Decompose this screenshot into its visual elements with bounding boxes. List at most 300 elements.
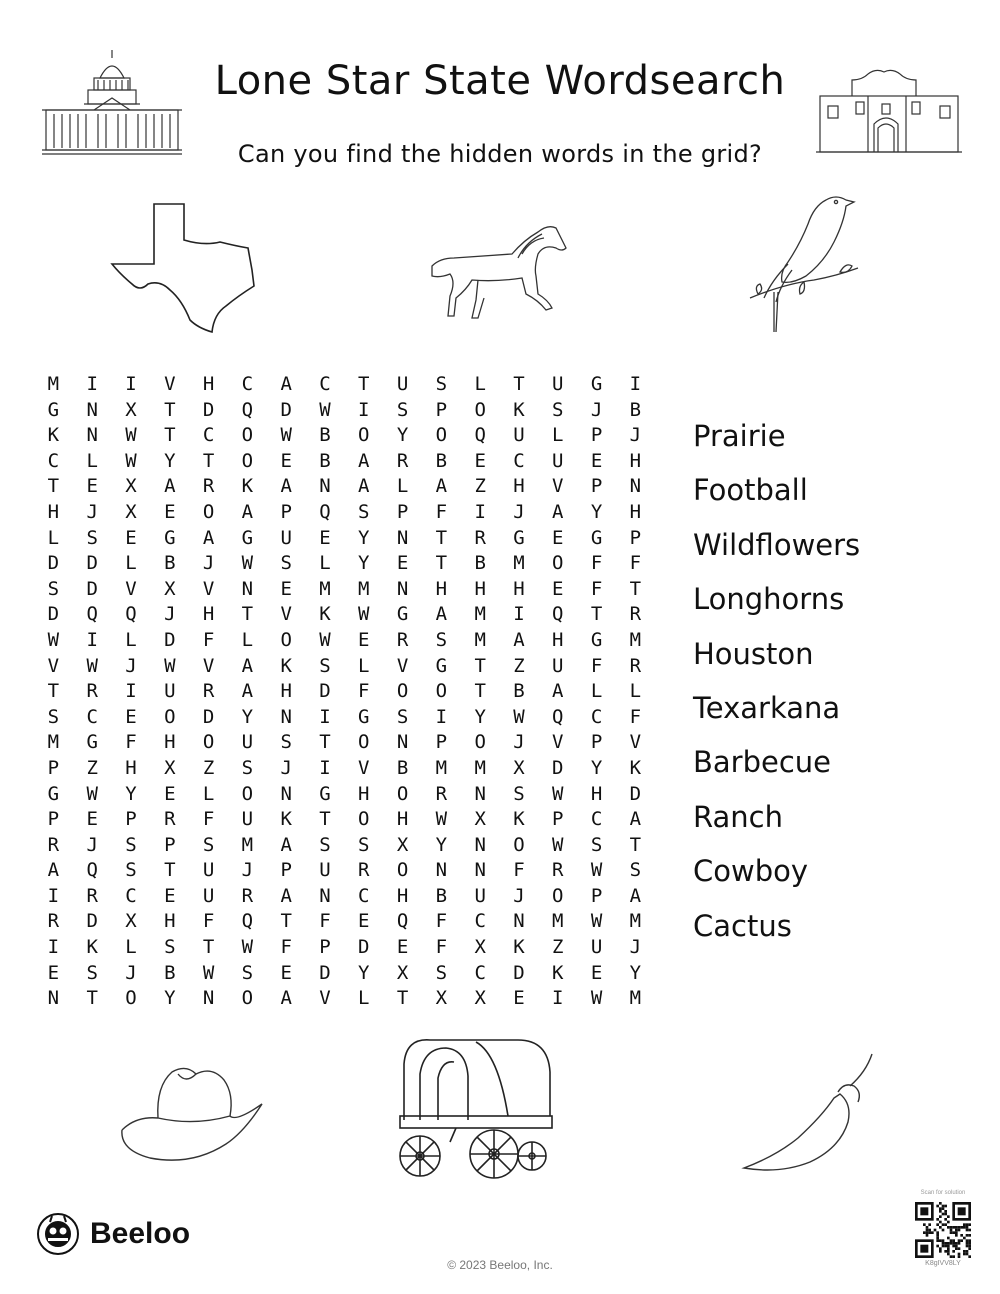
grid-cell: A xyxy=(629,884,642,907)
grid-cell: W xyxy=(590,987,603,1010)
grid-cell: A xyxy=(280,373,292,395)
grid-cell: S xyxy=(86,961,98,984)
grid-cell: M xyxy=(47,731,60,754)
word-cactus: Cactus xyxy=(693,908,792,943)
grid-cell: V xyxy=(629,731,642,754)
grid-cell: M xyxy=(629,628,642,651)
grid-cell: J xyxy=(241,859,254,882)
grid-cell: T xyxy=(474,654,486,677)
grid-cell: H xyxy=(164,910,176,933)
grid-cell: W xyxy=(86,782,98,805)
texas-map-icon xyxy=(108,200,258,336)
grid-cell: W xyxy=(125,449,137,472)
grid-cell: R xyxy=(164,808,176,831)
grid-cell: N xyxy=(474,782,486,805)
grid-cell: V xyxy=(552,475,564,498)
grid-cell: A xyxy=(435,603,448,626)
grid-cell: O xyxy=(396,782,409,805)
grid-cell: O xyxy=(552,884,564,907)
grid-cell: S xyxy=(280,731,292,754)
grid-cell: P xyxy=(164,833,176,856)
covered-wagon-icon xyxy=(398,1034,554,1186)
grid-cell: A xyxy=(280,475,292,498)
cowboy-hat-icon xyxy=(116,1060,266,1164)
word-cowboy: Cowboy xyxy=(693,854,809,889)
grid-cell: A xyxy=(241,654,254,677)
grid-cell: F xyxy=(590,552,603,575)
grid-cell: I xyxy=(358,398,370,421)
grid-cell: V xyxy=(319,987,331,1010)
grid-cell: B xyxy=(474,552,486,575)
grid-cell: T xyxy=(164,859,176,882)
grid-cell: X xyxy=(435,987,448,1010)
grid-cell: F xyxy=(280,936,292,959)
word-football: Football xyxy=(693,473,808,508)
grid-cell: B xyxy=(319,424,331,447)
grid-cell: A xyxy=(435,475,448,498)
grid-cell: U xyxy=(280,526,292,549)
grid-cell: T xyxy=(47,680,60,703)
grid-cell: E xyxy=(552,577,564,600)
grid-cell: K xyxy=(629,756,642,779)
grid-cell: S xyxy=(435,373,448,395)
grid-cell: B xyxy=(396,756,409,779)
grid-cell: H xyxy=(629,449,642,472)
grid-cell: U xyxy=(552,449,564,472)
grid-cell: L xyxy=(474,373,486,395)
grid-cell: W xyxy=(241,936,254,959)
grid-cell: W xyxy=(590,859,603,882)
grid-cell: U xyxy=(319,859,331,882)
grid-cell: C xyxy=(202,424,215,447)
grid-cell: P xyxy=(280,500,292,523)
grid-cell: N xyxy=(396,731,409,754)
grid-cell: C xyxy=(86,705,98,728)
grid-cell: T xyxy=(241,603,254,626)
grid-cell: T xyxy=(358,373,370,395)
grid-cell: W xyxy=(47,628,60,651)
grid-cell: T xyxy=(47,475,60,498)
word-texarkana: Texarkana xyxy=(693,690,841,725)
grid-cell: K xyxy=(280,654,292,677)
grid-cell: G xyxy=(164,526,176,549)
grid-cell: K xyxy=(513,936,525,959)
grid-cell: A xyxy=(280,987,292,1010)
grid-cell: R xyxy=(86,680,98,703)
grid-cell: E xyxy=(513,987,525,1010)
grid-cell: W xyxy=(513,705,525,728)
grid-cell: C xyxy=(474,961,486,984)
grid-cell: W xyxy=(319,398,331,421)
grid-cell: S xyxy=(629,859,642,882)
grid-cell: H xyxy=(513,577,525,600)
grid-cell: B xyxy=(164,961,176,984)
grid-cell: F xyxy=(202,808,215,831)
grid-cell: S xyxy=(125,833,137,856)
grid-cell: I xyxy=(474,500,486,523)
grid-cell: T xyxy=(202,936,215,959)
grid-cell: A xyxy=(164,475,176,498)
grid-cell: S xyxy=(319,654,331,677)
grid-cell: L xyxy=(358,987,370,1010)
grid-cell: V xyxy=(47,654,60,677)
grid-cell: G xyxy=(241,526,254,549)
grid-cell: E xyxy=(552,526,564,549)
grid-cell: Y xyxy=(164,449,176,472)
grid-cell: K xyxy=(241,475,254,498)
grid-cell: Q xyxy=(241,910,254,933)
grid-cell: S xyxy=(513,782,525,805)
grid-cell: F xyxy=(319,910,331,933)
grid-cell: O xyxy=(358,808,370,831)
grid-cell: S xyxy=(435,628,448,651)
grid-cell: S xyxy=(125,859,137,882)
grid-cell: W xyxy=(319,628,331,651)
grid-cell: U xyxy=(474,884,486,907)
grid-cell: P xyxy=(629,526,642,549)
grid-cell: A xyxy=(241,680,254,703)
grid-cell: D xyxy=(552,756,564,779)
grid-cell: H xyxy=(125,756,137,779)
grid-cell: L xyxy=(86,449,98,472)
grid-cell: Y xyxy=(474,705,486,728)
grid-cell: Q xyxy=(319,500,331,523)
grid-cell: H xyxy=(202,603,215,626)
grid-cell: A xyxy=(280,884,292,907)
grid-cell: O xyxy=(241,782,254,805)
grid-cell: U xyxy=(241,731,254,754)
grid-cell: J xyxy=(590,398,603,421)
grid-cell: O xyxy=(241,424,254,447)
grid-cell: E xyxy=(474,449,486,472)
grid-cell: M xyxy=(474,603,486,626)
grid-cell: O xyxy=(435,680,448,703)
grid-cell: T xyxy=(590,603,603,626)
grid-cell: I xyxy=(435,705,448,728)
grid-cell: V xyxy=(202,577,215,600)
grid-cell: K xyxy=(552,961,564,984)
grid-cell: V xyxy=(125,577,137,600)
grid-cell: C xyxy=(47,449,60,472)
grid-cell: C xyxy=(474,910,486,933)
grid-cell: F xyxy=(590,654,603,677)
grid-cell: X xyxy=(125,398,137,421)
grid-cell: D xyxy=(164,628,176,651)
grid-cell: R xyxy=(241,884,254,907)
grid-cell: X xyxy=(474,987,486,1010)
qr-code-icon[interactable] xyxy=(915,1202,971,1262)
grid-cell: J xyxy=(86,500,98,523)
grid-cell: O xyxy=(280,628,292,651)
grid-cell: O xyxy=(202,500,215,523)
grid-cell: H xyxy=(47,500,60,523)
grid-cell: Y xyxy=(590,756,603,779)
grid-cell: J xyxy=(513,500,525,523)
grid-cell: B xyxy=(435,884,448,907)
grid-cell: E xyxy=(280,449,292,472)
grid-cell: M xyxy=(358,577,370,600)
grid-cell: D xyxy=(280,398,292,421)
grid-cell: G xyxy=(435,654,448,677)
copyright: © 2023 Beeloo, Inc. xyxy=(447,1258,553,1272)
grid-cell: E xyxy=(47,961,60,984)
grid-cell: K xyxy=(513,808,525,831)
grid-cell: N xyxy=(435,859,448,882)
grid-cell: I xyxy=(319,756,331,779)
grid-cell: C xyxy=(358,884,370,907)
grid-cell: E xyxy=(590,449,603,472)
grid-cell: Y xyxy=(358,552,370,575)
word-barbecue: Barbecue xyxy=(693,745,832,780)
grid-cell: F xyxy=(590,577,603,600)
grid-cell: L xyxy=(319,552,331,575)
grid-cell: T xyxy=(202,449,215,472)
grid-cell: X xyxy=(125,500,137,523)
grid-cell: L xyxy=(125,628,137,651)
grid-cell: H xyxy=(552,628,564,651)
grid-cell: N xyxy=(47,987,60,1010)
grid-cell: T xyxy=(629,833,642,856)
grid-cell: V xyxy=(358,756,370,779)
grid-cell: D xyxy=(47,603,60,626)
page-title: Lone Star State Wordsearch xyxy=(214,58,786,104)
grid-cell: P xyxy=(319,936,331,959)
grid-cell: L xyxy=(125,936,137,959)
grid-cell: D xyxy=(513,961,525,984)
grid-cell: A xyxy=(241,500,254,523)
grid-cell: N xyxy=(280,782,292,805)
grid-cell: I xyxy=(125,373,137,395)
grid-cell: V xyxy=(164,373,176,395)
grid-cell: E xyxy=(358,910,370,933)
grid-cell: F xyxy=(513,859,525,882)
grid-cell: E xyxy=(590,961,603,984)
grid-cell: T xyxy=(164,424,176,447)
grid-cell: T xyxy=(164,398,176,421)
grid-cell: Y xyxy=(396,424,409,447)
grid-cell: S xyxy=(358,500,370,523)
grid-cell: P xyxy=(396,500,409,523)
grid-cell: G xyxy=(47,782,60,805)
grid-cell: E xyxy=(125,526,137,549)
grid-cell: B xyxy=(435,449,448,472)
grid-cell: R xyxy=(202,475,215,498)
grid-cell: K xyxy=(513,398,525,421)
grid-cell: N xyxy=(319,475,331,498)
grid-cell: M xyxy=(552,910,564,933)
grid-cell: F xyxy=(435,936,448,959)
grid-cell: U xyxy=(241,808,254,831)
grid-cell: Z xyxy=(552,936,564,959)
grid-cell: F xyxy=(435,500,448,523)
grid-cell: R xyxy=(86,884,98,907)
grid-cell: X xyxy=(474,936,486,959)
grid-cell: E xyxy=(396,552,409,575)
grid-cell: Q xyxy=(474,424,486,447)
word-longhorns: Longhorns xyxy=(693,582,845,617)
grid-cell: A xyxy=(358,449,370,472)
grid-cell: D xyxy=(202,705,215,728)
word-wildflowers: Wildflowers xyxy=(693,527,861,562)
grid-cell: H xyxy=(202,373,215,395)
grid-cell: I xyxy=(47,936,60,959)
grid-cell: F xyxy=(202,628,215,651)
grid-cell: N xyxy=(86,398,98,421)
grid-cell: W xyxy=(241,552,254,575)
grid-cell: W xyxy=(164,654,176,677)
grid-cell: S xyxy=(396,705,409,728)
grid-cell: O xyxy=(241,987,254,1010)
grid-cell: P xyxy=(47,808,60,831)
grid-cell: F xyxy=(358,680,370,703)
grid-cell: E xyxy=(280,961,292,984)
grid-cell: E xyxy=(319,526,331,549)
grid-cell: N xyxy=(513,910,525,933)
word-grid xyxy=(34,372,655,1012)
grid-cell: G xyxy=(396,603,409,626)
grid-cell: N xyxy=(86,424,98,447)
grid-cell: G xyxy=(319,782,331,805)
grid-cell: C xyxy=(125,884,137,907)
grid-cell: X xyxy=(396,961,409,984)
grid-cell: Z xyxy=(513,654,525,677)
grid-cell: S xyxy=(86,526,98,549)
grid-cell: R xyxy=(396,449,409,472)
grid-cell: Y xyxy=(435,833,448,856)
grid-cell: P xyxy=(47,756,60,779)
grid-cell: L xyxy=(202,782,215,805)
grid-cell: W xyxy=(86,654,98,677)
grid-cell: S xyxy=(396,398,409,421)
grid-cell: I xyxy=(125,680,137,703)
grid-cell: W xyxy=(552,833,564,856)
grid-cell: C xyxy=(513,449,525,472)
grid-cell: S xyxy=(47,577,60,600)
grid-cell: W xyxy=(590,910,603,933)
grid-cell: G xyxy=(47,398,60,421)
grid-cell: M xyxy=(435,756,448,779)
grid-cell: K xyxy=(47,424,60,447)
grid-cell: T xyxy=(280,910,292,933)
grid-cell: Y xyxy=(358,526,370,549)
horse-icon xyxy=(426,218,570,322)
grid-cell: M xyxy=(474,756,486,779)
grid-cell: R xyxy=(202,680,215,703)
grid-cell: V xyxy=(552,731,564,754)
grid-cell: E xyxy=(86,475,98,498)
grid-cell: A xyxy=(202,526,215,549)
grid-cell: N xyxy=(202,987,215,1010)
grid-cell: Q xyxy=(86,859,98,882)
grid-cell: T xyxy=(319,731,331,754)
grid-cell: D xyxy=(47,552,60,575)
grid-cell: J xyxy=(86,833,98,856)
grid-cell: M xyxy=(629,987,642,1010)
mockingbird-icon xyxy=(744,192,864,334)
grid-cell: M xyxy=(319,577,331,600)
grid-cell: O xyxy=(358,731,370,754)
grid-cell: V xyxy=(280,603,292,626)
grid-cell: X xyxy=(396,833,409,856)
grid-cell: U xyxy=(552,654,564,677)
grid-cell: P xyxy=(590,475,603,498)
grid-cell: D xyxy=(86,552,98,575)
grid-cell: Q xyxy=(125,603,137,626)
grid-cell: S xyxy=(358,833,370,856)
grid-cell: N xyxy=(280,705,292,728)
grid-cell: F xyxy=(202,910,215,933)
grid-cell: T xyxy=(435,552,448,575)
grid-cell: L xyxy=(629,680,642,703)
grid-cell: L xyxy=(590,680,603,703)
grid-cell: Y xyxy=(629,961,642,984)
grid-cell: C xyxy=(241,373,254,395)
grid-cell: S xyxy=(241,961,254,984)
grid-cell: W xyxy=(435,808,448,831)
grid-cell: D xyxy=(358,936,370,959)
grid-cell: W xyxy=(552,782,564,805)
grid-cell: X xyxy=(125,475,137,498)
grid-cell: C xyxy=(590,705,603,728)
grid-cell: Q xyxy=(86,603,98,626)
grid-cell: E xyxy=(164,500,176,523)
grid-cell: G xyxy=(590,373,603,395)
grid-cell: L xyxy=(125,552,137,575)
grid-cell: Q xyxy=(241,398,254,421)
grid-cell: H xyxy=(513,475,525,498)
grid-cell: T xyxy=(474,680,486,703)
grid-cell: S xyxy=(164,936,176,959)
grid-cell: Q xyxy=(396,910,409,933)
grid-cell: X xyxy=(164,756,176,779)
grid-cell: S xyxy=(590,833,603,856)
grid-cell: O xyxy=(202,731,215,754)
grid-cell: P xyxy=(590,884,603,907)
grid-cell: J xyxy=(125,961,137,984)
grid-cell: I xyxy=(552,987,564,1010)
grid-cell: D xyxy=(319,680,331,703)
grid-cell: H xyxy=(164,731,176,754)
grid-cell: J xyxy=(513,731,525,754)
grid-cell: R xyxy=(396,628,409,651)
grid-cell: Z xyxy=(474,475,486,498)
grid-cell: C xyxy=(590,808,603,831)
grid-cell: P xyxy=(280,859,292,882)
grid-cell: E xyxy=(125,705,137,728)
grid-cell: D xyxy=(202,398,215,421)
grid-cell: N xyxy=(474,833,486,856)
grid-cell: P xyxy=(435,731,448,754)
grid-cell: U xyxy=(202,859,215,882)
grid-cell: D xyxy=(86,577,98,600)
grid-cell: L xyxy=(396,475,409,498)
grid-cell: Q xyxy=(552,603,564,626)
grid-cell: O xyxy=(513,833,525,856)
grid-cell: J xyxy=(202,552,215,575)
grid-cell: S xyxy=(202,833,215,856)
grid-cell: D xyxy=(319,961,331,984)
grid-cell: H xyxy=(280,680,292,703)
grid-cell: W xyxy=(358,603,370,626)
grid-cell: G xyxy=(590,526,603,549)
grid-cell: K xyxy=(86,936,98,959)
grid-cell: I xyxy=(319,705,331,728)
grid-cell: P xyxy=(125,808,137,831)
grid-cell: R xyxy=(629,654,642,677)
grid-cell: Z xyxy=(86,756,98,779)
grid-cell: P xyxy=(552,808,564,831)
grid-cell: W xyxy=(280,424,292,447)
